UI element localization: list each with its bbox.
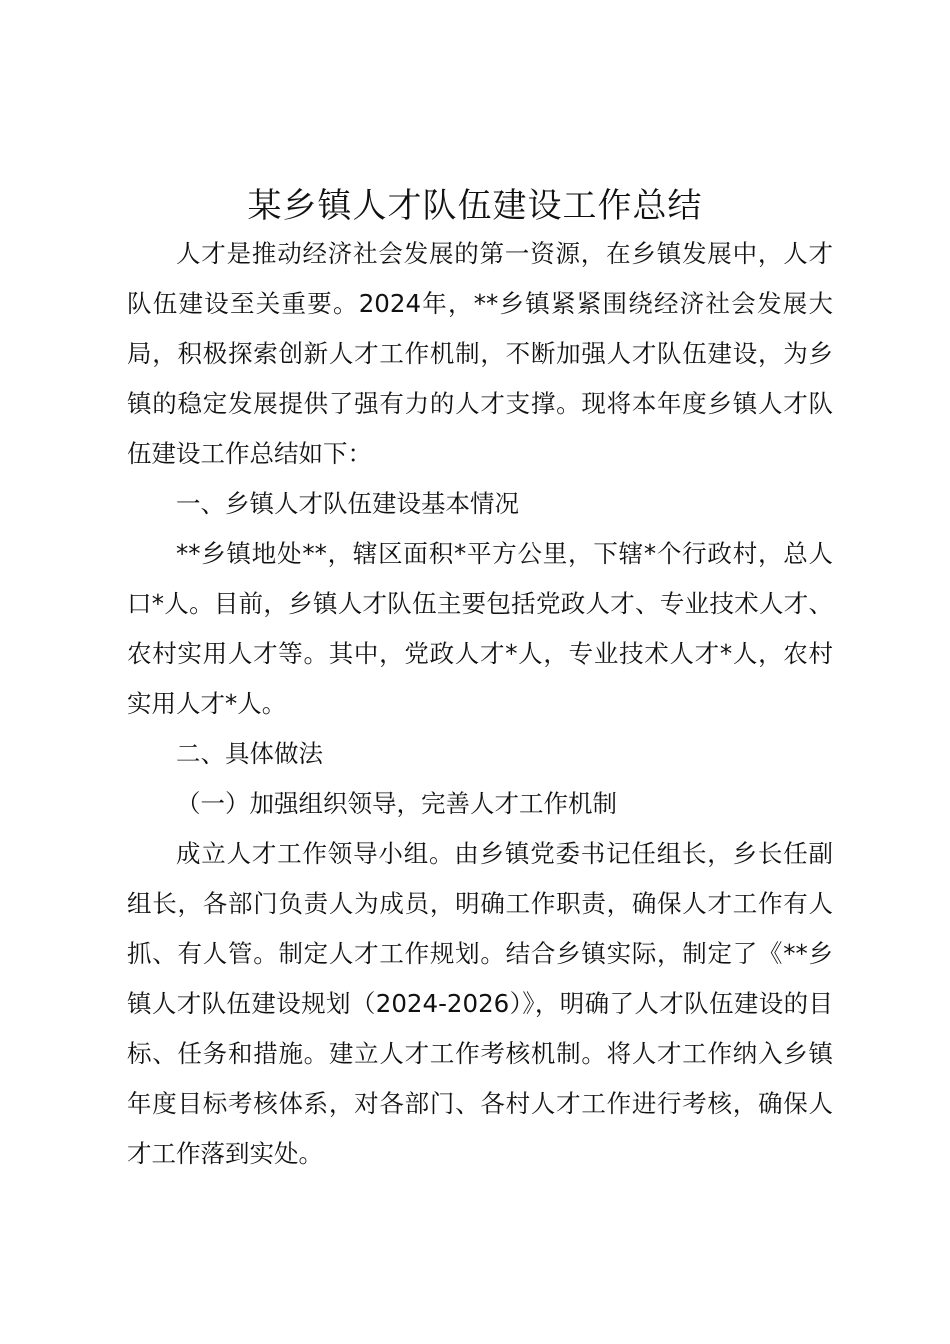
section-heading-2: 二、具体做法 bbox=[176, 739, 323, 768]
subsection-heading-1: （一）加强组织领导，完善人才工作机制 bbox=[176, 789, 617, 818]
leadership-paragraph: 成立人才工作领导小组。由乡镇党委书记任组长，乡长任副组长，各部门负责人为成员，明确工作职责，确保人才工作有人抓、有人管。制定人才工作规划。结合乡镇实际，制定了《**乡镇人才队伍建设规划（2024-2026）》，明确了人才队伍建设的目标、任务和措施。建立人才工作考核机制。将人才工作纳入乡镇年度目标考核体系，对各部门、各村人才工作进行考核，确保人才工作落到实处。 bbox=[127, 839, 833, 1168]
document-body bbox=[127, 229, 833, 1179]
document-title: 某乡镇人才队伍建设工作总结 bbox=[247, 186, 703, 226]
section-heading-1: 一、乡镇人才队伍建设基本情况 bbox=[176, 489, 519, 518]
basic-situation-paragraph: **乡镇地处**，辖区面积*平方公里，下辖*个行政村，总人口*人。目前，乡镇人才队伍主要包括党政人才、专业技术人才、农村实用人才等。其中，党政人才*人，专业技术人才*人，农村实用人才*人。 bbox=[127, 539, 833, 718]
intro-paragraph: 人才是推动经济社会发展的第一资源，在乡镇发展中，人才队伍建设至关重要。2024年，**乡镇紧紧围绕经济社会发展大局，积极探索创新人才工作机制，不断加强人才队伍建设，为乡镇的稳定发展提供了强有力的人才支撑。现将本年度乡镇人才队伍建设工作总结如下： bbox=[127, 239, 833, 468]
